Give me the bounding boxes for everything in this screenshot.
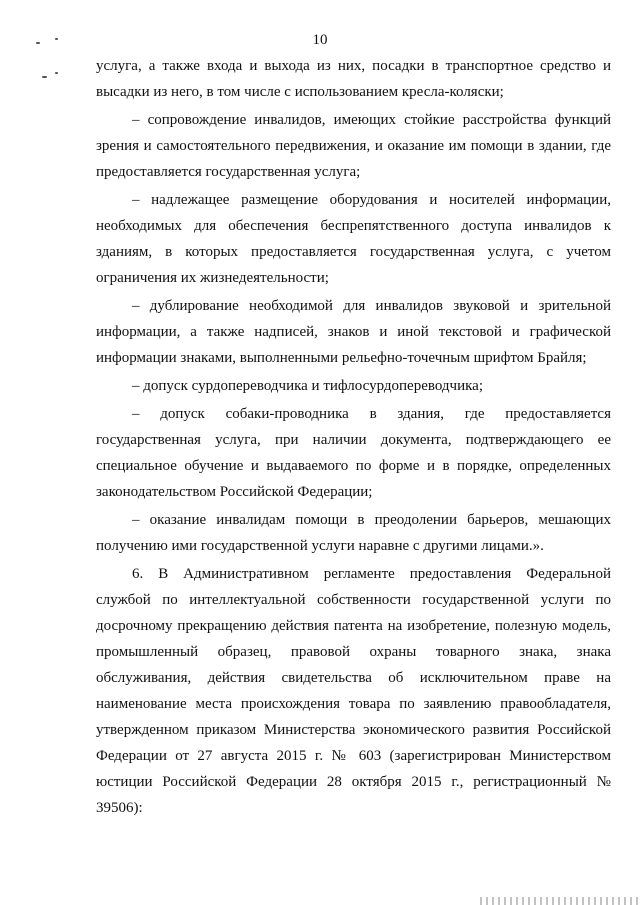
list-item-duplication: – дублирование необходимой для инвалидов звуковой и зрительной информации, а также надписей, знаков и иной текстовой и графической информации знаками, выполненными рельефно-точечным шрифтом Брайля; (96, 298, 611, 366)
paragraph-continuation: услуга, а также входа и выхода из них, посадки в транспортное средство и высадки из него, в том числе с использованием кресла-коляски; (96, 58, 611, 100)
document-body (96, 53, 611, 821)
scan-speck (55, 72, 58, 74)
scan-edge-artifact (480, 897, 640, 905)
list-item-sign-interpreter: – допуск сурдопереводчика и тифлосурдопереводчика; (132, 378, 483, 394)
scan-speck (55, 38, 58, 40)
list-item-barrier-assistance: – оказание инвалидам помощи в преодолении барьеров, мешающих получению ими государственной услуги наравне с другими лицами.». (96, 512, 611, 554)
scan-speck (36, 42, 40, 44)
scan-speck (42, 76, 47, 78)
list-item-equipment-placement: – надлежащее размещение оборудования и носителей информации, необходимых для обеспечения беспрепятственного доступа инвалидов к зданиям, в которых предоставляется государственная услуга, с учетом ограничения их жизнедеятельности; (96, 192, 611, 286)
page-number: 10 (312, 32, 328, 48)
list-item-escort: – сопровождение инвалидов, имеющих стойкие расстройства функций зрения и самостоятельного передвижения, и оказание им помощи в здании, где предоставляется государственная услуга; (96, 112, 611, 180)
list-item-guide-dog: – допуск собаки-проводника в здания, где предоставляется государственная услуга, при наличии документа, подтверждающего ее специальное обучение и выдаваемого по форме и в порядке, определенных законодательством Российской Федерации; (96, 406, 611, 500)
section-6-paragraph: 6. В Административном регламенте предоставления Федеральной службой по интеллектуальной собственности государственной услуги по досрочному прекращению действия патента на изобретение, полезную модель, промышленный образец, правовой охраны товарного знака, знака обслуживания, действия свидетельства об исключительном праве на наименование места происхождения товара по заявлению правообладателя, утвержденном приказом Министерства экономического развития Российской Федерации от 27 августа 2015 г. № 603 (зарегистрирован Министерством юстиции Российской Федерации 28 октября 2015 г., регистрационный № 39506): (96, 566, 611, 816)
